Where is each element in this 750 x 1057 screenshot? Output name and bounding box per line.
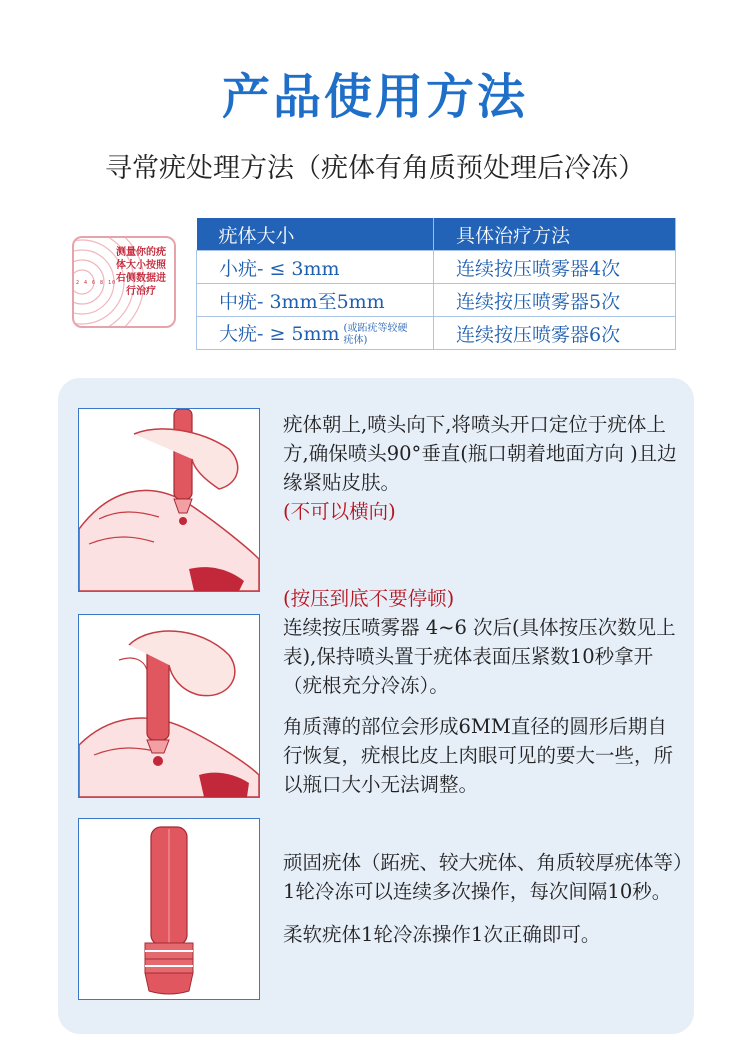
step3-text-block bbox=[283, 848, 683, 949]
table-cell-method: 连续按压喷雾器4次 bbox=[434, 251, 676, 284]
table-header-size: 疣体大小 bbox=[197, 218, 434, 251]
measure-badge bbox=[72, 236, 176, 328]
table-cell-size: 大疣- ≥ 5mm (或跖疣等较硬疣体) bbox=[197, 317, 434, 350]
badge-text: 测量你的疣体大小按照右侧数据进行治疗 bbox=[116, 247, 166, 297]
page-subtitle: 寻常疣处理方法（疣体有角质预处理后冷冻） bbox=[105, 153, 645, 184]
table-row bbox=[197, 317, 676, 350]
table-cell-note: (或跖疣等较硬疣体) bbox=[343, 323, 408, 346]
badge-scale: 2 4 6 8 10 bbox=[76, 280, 117, 286]
table-cell-size: 小疣- ≤ 3mm bbox=[197, 251, 434, 284]
step1-illustration bbox=[78, 408, 260, 592]
step2-illustration bbox=[78, 614, 260, 798]
step3-illustration bbox=[78, 818, 260, 1000]
table-header-row bbox=[197, 218, 676, 251]
table-row bbox=[197, 251, 676, 284]
table-cell-size: 中疣- 3mm至5mm bbox=[197, 284, 434, 317]
table-cell-method: 连续按压喷雾器6次 bbox=[434, 317, 676, 350]
step2-warning: (按压到底不要停顿) bbox=[283, 587, 455, 610]
page-title: 产品使用方法 bbox=[221, 69, 528, 125]
table-row bbox=[197, 284, 676, 317]
step1-text-block bbox=[283, 410, 683, 526]
step2-note: 角质薄的部位会形成6MM直径的圆形后期自行恢复，疣根比皮上肉眼可见的要大一些，所以瓶口大小无法调整。 bbox=[283, 715, 674, 796]
table-cell-method: 连续按压喷雾器5次 bbox=[434, 284, 676, 317]
table-header-method: 具体治疗方法 bbox=[434, 218, 676, 251]
step2-text: 连续按压喷雾器 4~6 次后(具体按压次数见上表),保持喷头置于疣体表面压紧数10秒拿开（疣根充分冷冻）。 bbox=[283, 616, 676, 697]
size-table bbox=[196, 218, 676, 350]
step1-text: 疣体朝上,喷头向下,将喷头开口定位于疣体上方,确保喷头90°垂直(瓶口朝着地面方向 )且边缘紧贴皮肤。 bbox=[283, 413, 677, 494]
step3-text: 顽固疣体（跖疣、较大疣体、角质较厚疣体等）1轮冷冻可以连续多次操作，每次间隔10秒。 bbox=[283, 851, 683, 903]
step2-text-block bbox=[283, 584, 683, 799]
step1-warning: (不可以横向) bbox=[283, 500, 396, 523]
step3-note: 柔软疣体1轮冷冻操作1次正确即可。 bbox=[283, 923, 601, 946]
